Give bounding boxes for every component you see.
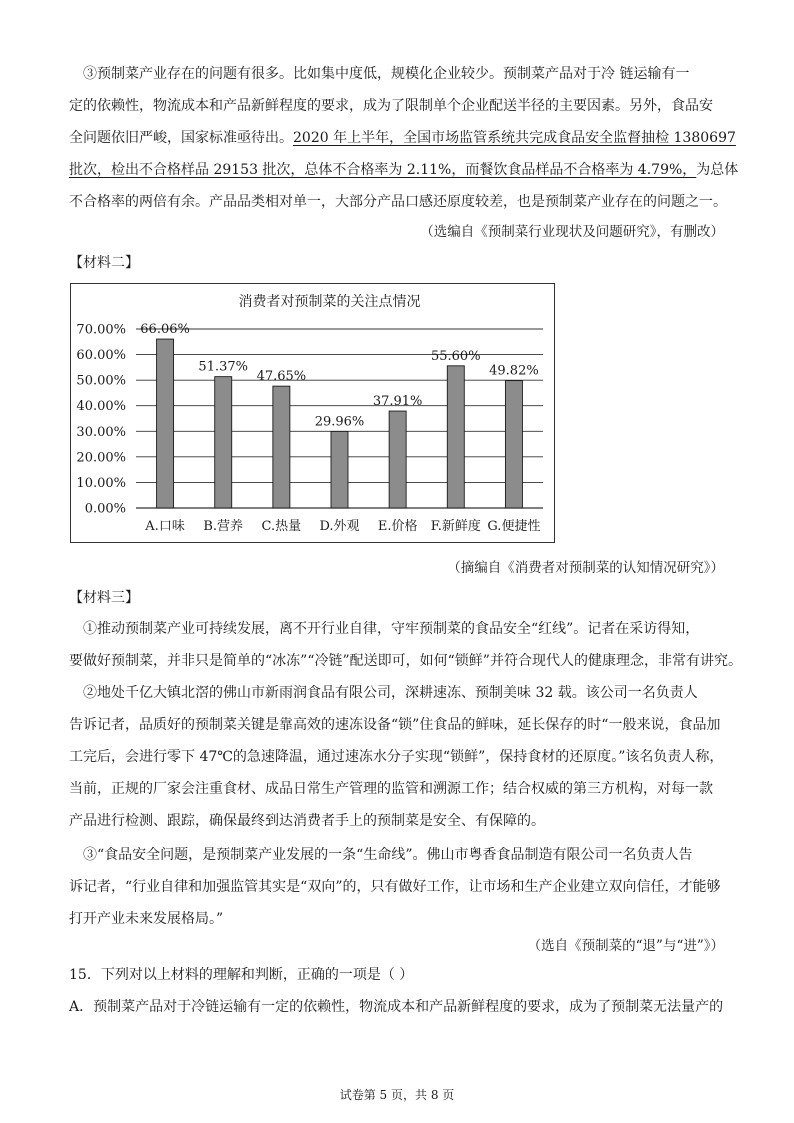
- text-line: 要做好预制菜，并非只是简单的“冰冻”“冷链”配送即可，如何“锁鲜”并符合现代人的健康理念，非常有讲究。: [69, 653, 742, 669]
- x-category-label: A.口味: [145, 519, 185, 534]
- data-label: 55.60%: [430, 348, 481, 364]
- material3-paragraph-1: [69, 613, 742, 677]
- bar: [273, 386, 290, 508]
- data-label: 37.91%: [372, 394, 423, 410]
- text-line: 不合格率的两倍有余。产品品类相对单一，大部分产品口感还原度较差，也是预制菜产业存在的问题之一。: [69, 194, 727, 210]
- material3-source: （选自《预制菜的“退”与“进”》）: [527, 938, 724, 954]
- data-label: 47.65%: [256, 369, 307, 385]
- text-line: 告诉记者，品质好的预制菜关键是靠高效的速冻设备“锁”住食品的鲜味，延长保存的时“一般来说，食品加: [69, 717, 721, 733]
- material1-source: （选编自《预制菜行业现状及问题研究》，有删改）: [420, 224, 724, 240]
- material3-heading: 【材料三】: [69, 590, 139, 606]
- text-line: 打开产业未来发展格局。”: [69, 911, 224, 927]
- material3-paragraph-3: [69, 839, 727, 935]
- text-line: 产品进行检测、跟踪，确保最终到达消费者手上的预制菜是安全、有保障的。: [69, 813, 545, 829]
- text-line: ①推动预制菜产业可持续发展，离不开行业自律，守牢预制菜的食品安全“红线”。记者在采访得知，: [83, 621, 700, 637]
- bar: [157, 339, 174, 508]
- chart-title: 消费者对预制菜的关注点情况: [238, 294, 421, 310]
- question-option-a: A．预制菜产品对于冷链运输有一定的依赖性，物流成本和产品新鲜程度的要求，成为了预制菜无法量产的: [69, 999, 724, 1015]
- data-label: 49.82%: [489, 363, 539, 379]
- material1-paragraph-3: [69, 58, 739, 218]
- y-tick-label: 0.00%: [84, 501, 126, 517]
- bar: [215, 377, 232, 508]
- chart-svg: [71, 284, 556, 544]
- data-label: 29.96%: [314, 414, 365, 430]
- data-label: 51.37%: [198, 359, 249, 375]
- y-tick-label: 70.00%: [76, 322, 126, 338]
- text-line: 工完后，会进行零下 47℃的急速降温，通过速冻水分子实现“锁鲜”，保持食材的还原度。”该名负责人称，: [69, 749, 724, 765]
- text-line: ②地处千亿大镇北滘的佛山市新雨润食品有限公司，深耕速冻、预制美味 32 载。该公司一名负责人: [83, 685, 698, 701]
- material2-heading: 【材料二】: [69, 255, 139, 271]
- text-line: ③预制菜产业存在的问题有很多。比如集中度低，规模化企业较少。预制菜产品对于冷 链运输有一: [83, 66, 690, 82]
- bar-chart: [70, 283, 555, 543]
- material2-source: （摘编自《消费者对预制菜的认知情况研究》）: [447, 560, 724, 576]
- x-category-label: C.热量: [261, 519, 302, 534]
- bar: [331, 431, 348, 508]
- bar: [447, 366, 464, 508]
- material3-paragraph-2: [69, 677, 727, 837]
- text-line: 诉记者，“行业自律和加强监管其实是“双向”的，只有做好工作，让市场和生产企业建立双向信任，才能够: [69, 879, 721, 895]
- text-segment: 全问题依旧严峻，国家标准亟待出。: [69, 130, 293, 146]
- text-line: 定的依赖性，物流成本和产品新鲜程度的要求，成为了限制单个企业配送半径的主要因素。另外，食品安: [69, 98, 713, 114]
- underlined-text: 批次，检出不合格样品 29153 批次，总体不合格率为 2.11%，而餐饮食品样品不合格率为 4.79%，: [69, 162, 697, 178]
- text-line: [69, 154, 739, 186]
- question-stem: 15．下列对以上材料的理解和判断，正确的一项是（ ）: [69, 967, 414, 983]
- x-category-label: G.便捷性: [487, 519, 541, 534]
- x-category-label: D.外观: [319, 519, 360, 534]
- y-tick-label: 30.00%: [76, 424, 126, 440]
- x-category-label: B.营养: [203, 519, 244, 534]
- x-category-label: E.价格: [377, 519, 418, 534]
- data-label: 66.06%: [140, 322, 190, 338]
- bar: [505, 381, 522, 508]
- underlined-text: 2020 年上半年，全国市场监管系统共完成食品安全监督抽检 1380697: [293, 130, 736, 146]
- y-tick-label: 60.00%: [76, 348, 126, 364]
- text-line: 当前，正规的厂家会注重食材、成品日常生产管理的监管和溯源工作；结合权威的第三方机构，对每一款: [69, 781, 713, 797]
- y-tick-label: 20.00%: [76, 450, 126, 466]
- text-line: [69, 122, 736, 154]
- bar: [389, 411, 406, 508]
- text-line: ③“食品安全问题，是预制菜产业发展的一条“生命线”。佛山市粤香食品制造有限公司一名负责人告: [83, 847, 693, 863]
- y-tick-label: 40.00%: [76, 399, 126, 415]
- page-footer: 试卷第 5 页，共 8 页: [339, 1088, 455, 1102]
- y-tick-label: 50.00%: [76, 373, 126, 389]
- y-tick-label: 10.00%: [76, 475, 126, 491]
- x-category-label: F.新鲜度: [430, 519, 481, 534]
- text-segment: 为总体: [696, 162, 739, 178]
